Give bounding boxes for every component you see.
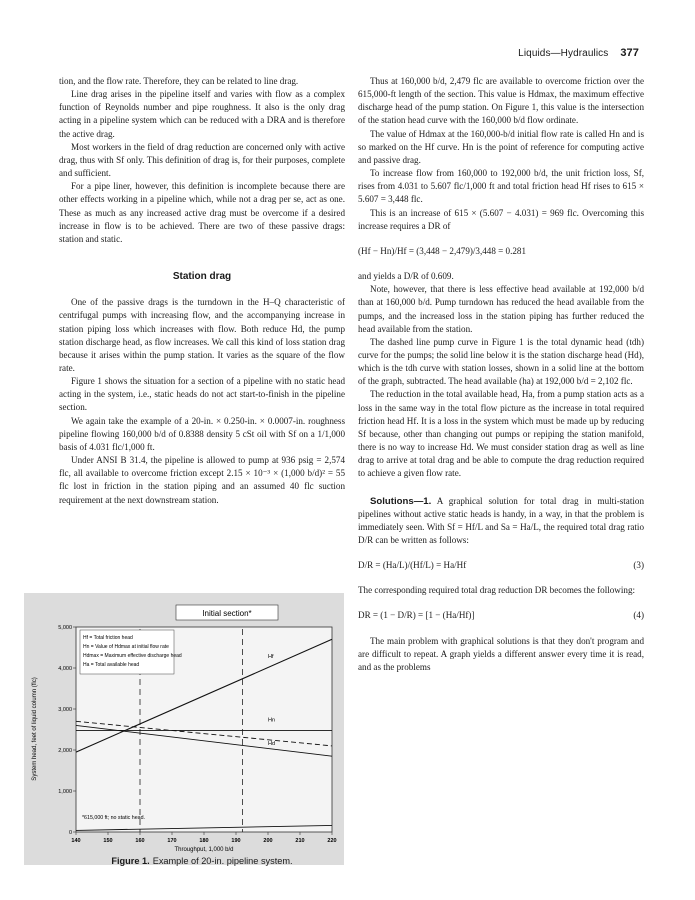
x-tick-label: 180 [199, 838, 209, 844]
x-tick-label: 200 [263, 838, 273, 844]
equation [358, 609, 644, 622]
solutions-text: A graphical solution for total drag in multi-station pipelines without active static heads is handy, in a way, in that the problem is immediately seen. With Sf = Hf/L and Sa = Ha/L, the required total drag ratio D/R can be written as follows: [358, 495, 644, 545]
y-tick-label: 2,000 [58, 748, 72, 754]
equation-3: D/R = (Ha/L)/(Hf/L) = Ha/Hf [358, 560, 467, 571]
paragraph: Line drag arises in the pipeline itself and varies with flow as a complex function of Reynolds number and pipe roughness. It also is the only drag acting in a pipeline system which can be reduced with a DRA and is therefore the active drag. [59, 89, 345, 139]
y-tick-label: 5,000 [58, 625, 72, 631]
x-tick-label: 210 [295, 838, 305, 844]
chart-footnote: *615,000 ft; no static head. [82, 815, 146, 821]
paragraph: The main problem with graphical solutions is that they don't program and are difficult to repeat. A graph yields a different answer every time it is read, and as the problems [358, 635, 644, 672]
equation-number: (4) [633, 610, 644, 621]
paragraph: and yields a D/R of 0.609. [358, 271, 454, 282]
x-tick-label: 160 [135, 838, 145, 844]
legend-entry: Ha = Total available head [83, 662, 140, 668]
paragraph: Note, however, that there is less effective head available at 192,000 b/d than at 160,000 b/d. Pump turndown has reduced the head available from the pumps, and the increased loss in the station piping has further reduced the head available from the station. [358, 284, 644, 334]
paragraph: The corresponding required total drag reduction DR becomes the following: [358, 585, 636, 596]
curve-label-hf: Hf [268, 653, 274, 660]
figure-caption-label: Figure 1. [111, 856, 150, 866]
x-axis-label: Throughput, 1,000 b/d [174, 847, 234, 853]
legend-entry: Hdmax = Maximum effective discharge head [83, 653, 182, 659]
paragraph: This is an increase of 615 × (5.607 − 4.031) = 969 flc. Overcoming this increase requires a DR of [358, 207, 644, 231]
paragraph [358, 495, 644, 548]
paragraph: Most workers in the field of drag reduction are concerned only with active drag, thus with Sf only. This definition of drag is, for their purposes, complete and sufficient. [59, 141, 345, 179]
y-tick-label: 4,000 [58, 666, 72, 672]
curve-label-hd: Hd [268, 741, 276, 748]
paragraph: Figure 1 shows the situation for a section of a pipeline with no static head acting in the system, i.e., static heads do not act start-to-finish in the pipeline section. [59, 376, 345, 413]
x-tick-label: 170 [167, 838, 177, 844]
paragraph: One of the passive drags is the turndown in the H–Q characteristic of centrifugal pumps with increasing flow, and the accompanying increase in station piping loss which increases with flow. Both reduce Hd, the pump station discharge head, as flow increases. We call this kind of loss station drag because it arises within the pump station. It varies as the square of the flow rate. [59, 297, 345, 373]
left-column [59, 75, 345, 507]
right-column [358, 75, 644, 674]
x-tick-label: 190 [231, 838, 241, 844]
paragraph: tion, and the flow rate. Therefore, they can be related to line drag. [59, 76, 299, 86]
curve-label-hn: Hn [268, 717, 276, 724]
section-heading: Station drag [172, 271, 232, 283]
legend-box [80, 630, 182, 674]
y-axis-label: System head, feet of liquid column (flc) [32, 677, 38, 781]
equation-number: (3) [633, 560, 644, 571]
x-tick-labels [71, 838, 336, 844]
paragraph: Thus at 160,000 b/d, 2,479 flc are available to overcome friction over the 615,000-ft length of the section. This value is Hdmax, the maximum effective discharge head of the pump station. On Figure 1, this value is the intersection of the station head curve with the 160,000 b/d flow ordinate. [358, 76, 644, 126]
equation-4: DR = (1 − D/R) = [1 − (Ha/Hf)] [358, 610, 475, 621]
equation [358, 245, 644, 258]
running-title: Liquids—Hydraulics [518, 48, 609, 59]
running-header [518, 47, 639, 59]
x-tick-label: 140 [71, 838, 81, 844]
equation-1: (Hf − Hn)/Hf = (3,448 − 2,479)/3,448 = 0.281 [358, 245, 527, 256]
paragraph: To increase flow from 160,000 to 192,000 b/d, the unit friction loss, Sf, rises from 4.031 to 5.607 flc/1,000 ft and total friction head Hf rises to 615 × 5.607 = 3,448 flc. [358, 168, 644, 205]
y-tick-label: 1,000 [58, 789, 72, 795]
equation [358, 559, 644, 572]
paragraph: For a pipe liner, however, this definition is incomplete because there are other effects working in a pipeline which, while not a drag per se, act as one. These as much as any increased active drag must be overcome if a desired increase in flow is to be achieved. There are two of these passive drags: station and static. [59, 181, 345, 244]
figure-caption-text: Example of 20-in. pipeline system. [152, 856, 293, 866]
solutions-heading: Solutions—1. [370, 495, 432, 507]
legend-entry: Hf = Total friction head [83, 635, 133, 641]
paragraph: The reduction in the total available head, Ha, from a pump station acts as a loss in the same way in the total flow picture as the increase in total required friction head Hf. It is a loss in the system which must be made up by reducing Sf because, other than changing out pumps or repiping the station manifold, there is no way to increase Hd. We must consider station drag as well as line drag to arrive at total drag and be able to compute the drag reduction required to achieve a given flow rate. [358, 389, 644, 479]
paragraph: The dashed line pump curve in Figure 1 is the total dynamic head (tdh) curve for the pumps; the solid line below it is the station discharge head (Hd), which is the tdh curve with station losses, shown in a solid line at the bottom of the graph, subtracted. The head available (ha) at 192,000 b/d = 2,102 flc. [358, 336, 644, 387]
figure-1-chart [24, 593, 344, 865]
paragraph: Under ANSI B 31.4, the pipeline is allowed to pump at 936 psig = 2,574 flc, all available to overcome friction except 2.15 × 10⁻³ × (1,000 b/d)² = 55 flc lost in friction in the station piping and an assumed 40 flc suction requirement at the next downstream station. [59, 455, 345, 505]
x-tick-label: 150 [103, 838, 113, 844]
legend-entry: Hn = Value of Hdmax at initial flow rate [83, 644, 169, 650]
y-tick-label: 0 [68, 830, 72, 836]
x-tick-label: 220 [327, 838, 337, 844]
figure-caption [59, 856, 345, 866]
paragraph: We again take the example of a 20-in. × 0.250-in. × 0.0007-in. roughness pipeline flowing 160,000 b/d of 0.8388 density 5 cSt oil with Sf on a 1/1,000 basis of 4.031 flc/1,000 ft. [59, 415, 345, 452]
paragraph: The value of Hdmax at the 160,000-b/d initial flow rate is called Hn and is so marked on the Hf curve. Hn is the point of reference for computing active and passive drag. [358, 128, 644, 165]
page-number: 377 [620, 47, 639, 59]
y-tick-label: 3,000 [58, 707, 72, 713]
chart-title: Initial section* [202, 609, 252, 618]
